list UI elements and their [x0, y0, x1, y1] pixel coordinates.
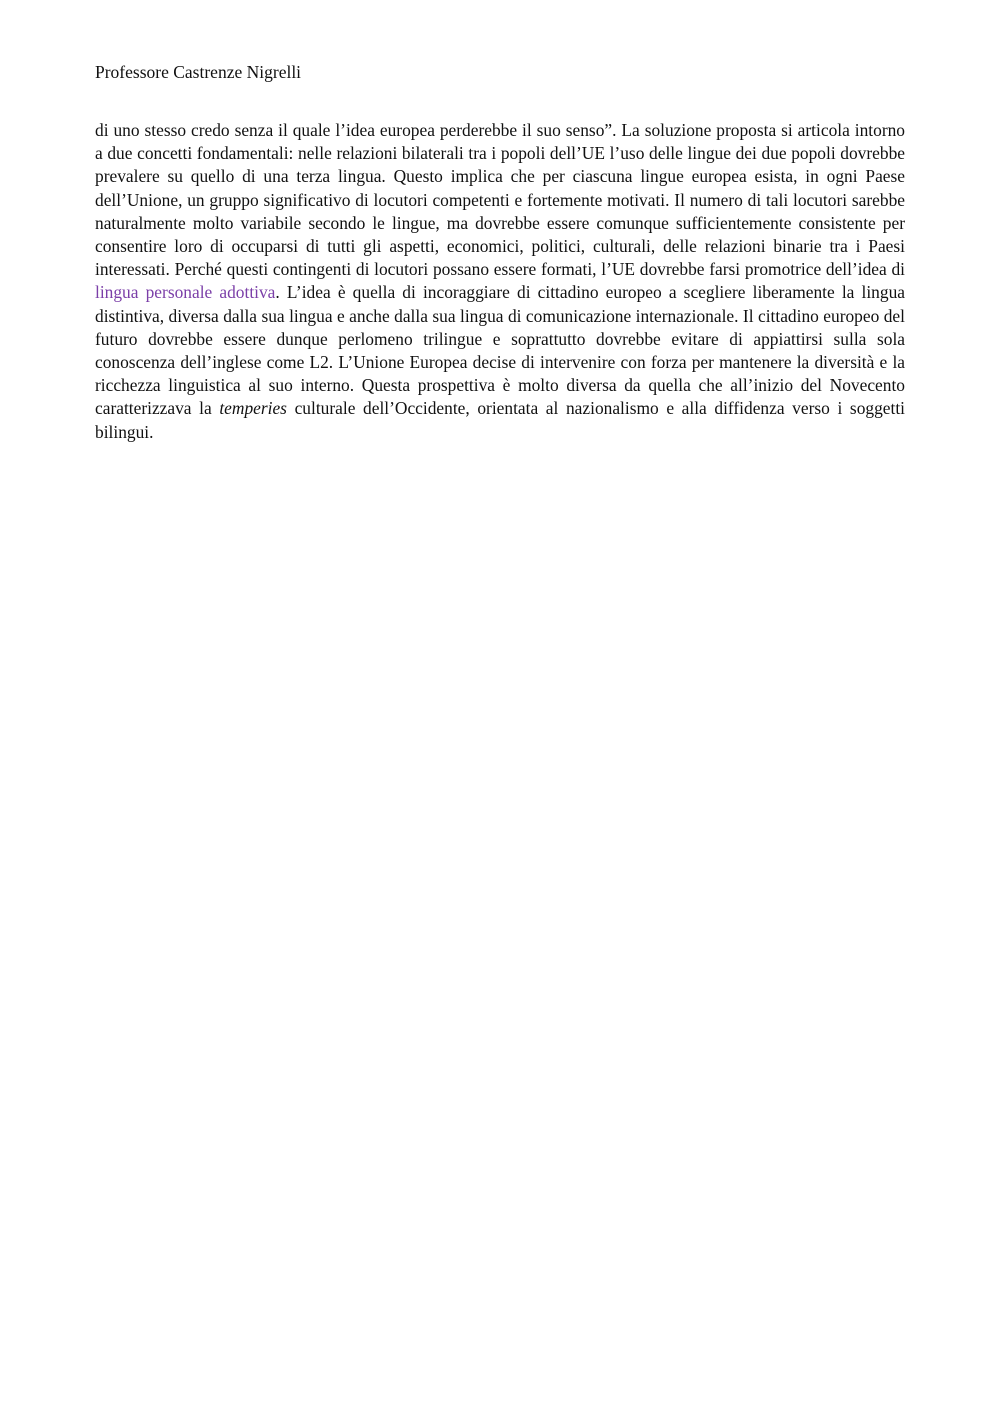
page-header: Professore Castrenze Nigrelli [95, 62, 302, 82]
italic-term: temperies [219, 398, 287, 419]
paragraph-text-part-1: di uno stesso credo senza il quale l’idea europea perderebbe il suo senso”. La soluzione proposta si articola intorno a due concetti fondamentali: nelle relazioni bilaterali tra i popoli dell’UE l’uso delle lingue dei due popoli dovrebbe prevalere su quello di una terza lingua. Questo implica che per ciascuna lingue europea esista, in ogni Paese dell’Unione, un gruppo significativo di locutori competenti e fortemente motivati. Il numero di tali locutori sarebbe naturalmente molto variabile secondo le lingue, ma dovrebbe essere comunque sufficientemente consistente per consentire loro di occuparsi di tutti gli aspetti, economici, politici, culturali, delle relazioni binarie tra i Paesi interessati. Perché questi contingenti di locutori possano essere formati, l’UE dovrebbe farsi promotrice dell’idea di [95, 120, 905, 280]
lingua-personale-adottiva-link[interactable]: lingua personale adottiva [95, 282, 276, 303]
body-paragraph [95, 119, 905, 444]
paragraph-text-part-3: culturale dell’Occidente, orientata al nazionalismo e alla diffidenza verso i soggetti bilingui. [95, 398, 905, 442]
paragraph-text-part-2: . L’idea è quella di incoraggiare di cittadino europeo a scegliere liberamente la lingua distintiva, diversa dalla sua lingua e anche dalla sua lingua di comunicazione internazionale. Il cittadino europeo del futuro dovrebbe essere dunque perlomeno trilingue e soprattutto dovrebbe evitare di appiattirsi sulla sola conoscenza dell’inglese come L2. L’Unione Europea decise di intervenire con forza per mantenere la diversità e la ricchezza linguistica al suo interno. Questa prospettiva è molto diversa da quella che all’inizio del Novecento caratterizzava la [95, 282, 905, 419]
